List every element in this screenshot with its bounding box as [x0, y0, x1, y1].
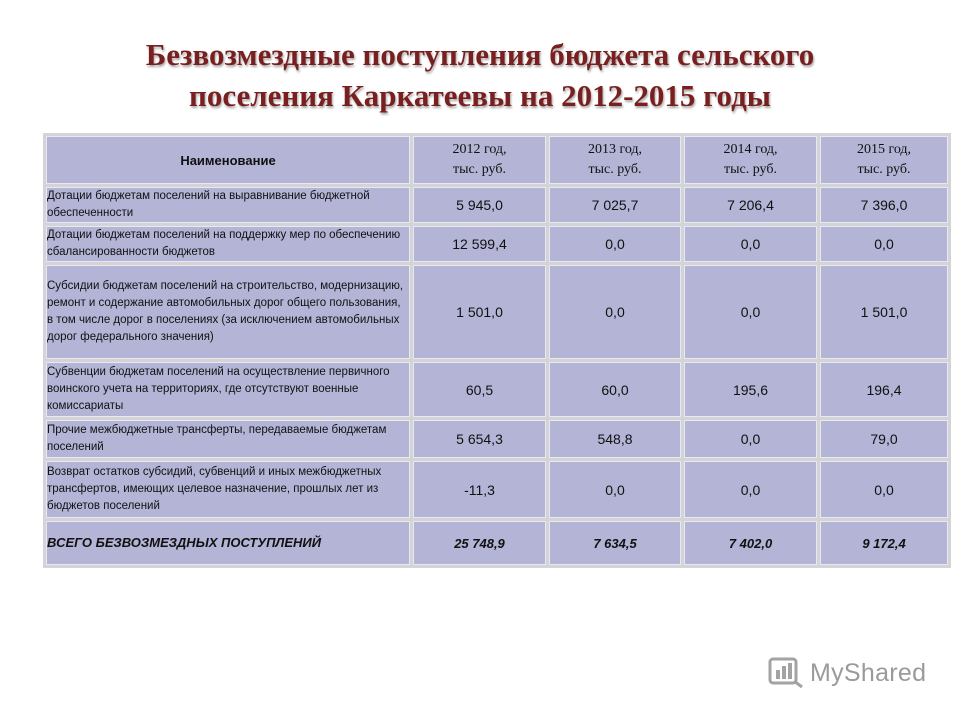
value-cell: -11,3 — [413, 461, 546, 518]
value-cell: 0,0 — [820, 226, 948, 262]
title-line-1: Безвозмездные поступления бюджета сельского — [145, 37, 815, 72]
budget-table — [43, 133, 951, 568]
header-year-cell — [413, 136, 546, 184]
table-row — [46, 420, 948, 458]
table-row — [46, 265, 948, 359]
header-year-cell — [820, 136, 948, 184]
row-name-cell: Субсидии бюджетам поселений на строительство, модернизацию, ремонт и содержание автомобильных дорог общего пользования, в том числе дорог в поселениях (за исключением автомобильных дорог федерального значения) — [46, 265, 410, 359]
header-year-label: 2015 год, — [856, 142, 912, 157]
value-cell: 5 654,3 — [413, 420, 546, 458]
value-cell: 1 501,0 — [820, 265, 948, 359]
value-cell: 1 501,0 — [413, 265, 546, 359]
value-cell: 0,0 — [684, 265, 817, 359]
value-cell: 7 206,4 — [684, 187, 817, 223]
header-year-cell — [549, 136, 681, 184]
myshared-watermark — [768, 656, 926, 690]
total-value-cell: 7 634,5 — [549, 521, 681, 565]
table-row — [46, 187, 948, 223]
value-cell: 0,0 — [684, 420, 817, 458]
total-name-cell: ВСЕГО БЕЗВОЗМЕЗДНЫХ ПОСТУПЛЕНИЙ — [46, 521, 410, 565]
row-name-cell: Дотации бюджетам поселений на выравнивание бюджетной обеспеченности — [46, 187, 410, 223]
header-name-cell: Наименование — [46, 136, 410, 184]
header-unit-label: тыс. руб. — [857, 162, 911, 177]
row-name-cell: Субвенции бюджетам поселений на осуществление первичного воинского учета на территориях, где отсутствуют военные комиссариаты — [46, 362, 410, 417]
table-row — [46, 362, 948, 417]
header-unit-label: тыс. руб. — [588, 162, 642, 177]
value-cell: 0,0 — [549, 226, 681, 262]
myshared-logo-text: MyShared — [810, 658, 927, 687]
slide-title — [80, 34, 880, 116]
title-line-2: поселения Каркатеевы на 2012-2015 годы — [189, 78, 771, 113]
total-row — [46, 521, 948, 565]
header-year-cell — [684, 136, 817, 184]
value-cell: 12 599,4 — [413, 226, 546, 262]
total-value-cell: 7 402,0 — [684, 521, 817, 565]
value-cell: 0,0 — [549, 461, 681, 518]
header-unit-label: тыс. руб. — [724, 162, 777, 177]
value-cell: 60,5 — [413, 362, 546, 417]
value-cell: 5 945,0 — [413, 187, 546, 223]
value-cell: 0,0 — [684, 461, 817, 518]
value-cell: 0,0 — [549, 265, 681, 359]
header-unit-label: тыс. руб. — [453, 162, 506, 177]
header-year-label: 2012 год, — [452, 142, 507, 157]
header-year-label: 2013 год, — [587, 142, 643, 157]
value-cell: 548,8 — [549, 420, 681, 458]
total-value-cell: 9 172,4 — [820, 521, 948, 565]
row-name-cell: Прочие межбюджетные трансферты, передаваемые бюджетам поселений — [46, 420, 410, 458]
myshared-logo-icon — [768, 656, 804, 690]
value-cell: 0,0 — [684, 226, 817, 262]
value-cell: 79,0 — [820, 420, 948, 458]
value-cell: 7 396,0 — [820, 187, 948, 223]
value-cell: 7 025,7 — [549, 187, 681, 223]
value-cell: 195,6 — [684, 362, 817, 417]
value-cell: 0,0 — [820, 461, 948, 518]
value-cell: 60,0 — [549, 362, 681, 417]
row-name-cell: Возврат остатков субсидий, субвенций и иных межбюджетных трансфертов, имеющих целевое назначение, прошлых лет из бюджетов поселений — [46, 461, 410, 518]
table-row — [46, 461, 948, 518]
header-row — [46, 136, 948, 184]
header-year-label: 2014 год, — [723, 142, 778, 157]
row-name-cell: Дотации бюджетам поселений на поддержку мер по обеспечению сбалансированности бюджетов — [46, 226, 410, 262]
value-cell: 196,4 — [820, 362, 948, 417]
total-value-cell: 25 748,9 — [413, 521, 546, 565]
table-row — [46, 226, 948, 262]
